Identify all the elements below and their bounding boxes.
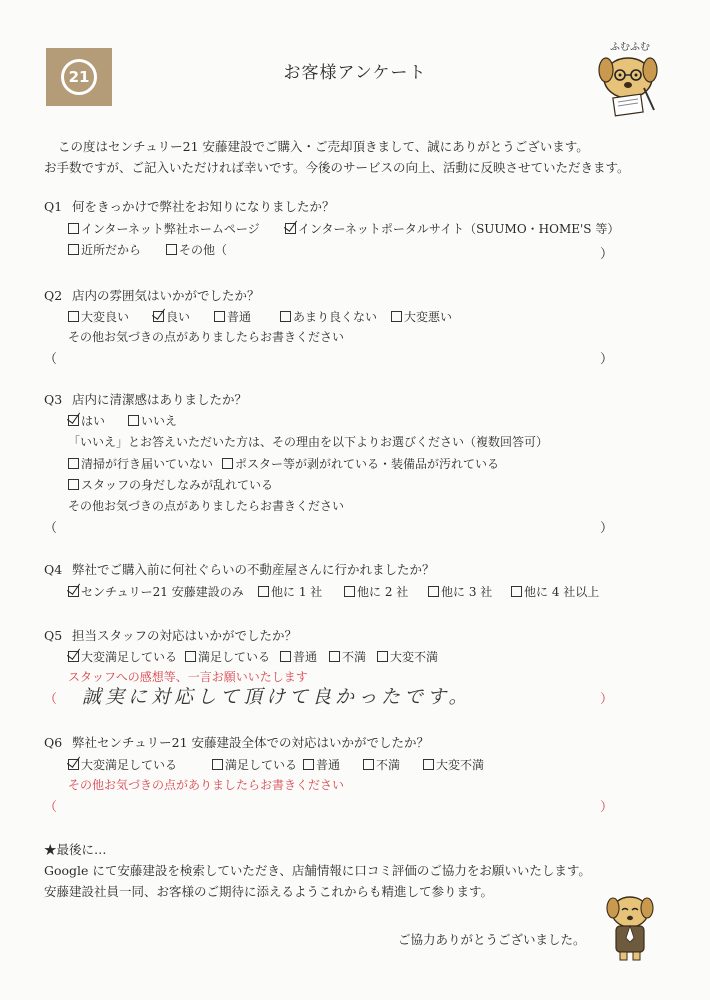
q5-paren-open: （ [44, 692, 58, 707]
checkbox-icon[interactable] [68, 311, 79, 322]
checkbox-icon[interactable] [214, 311, 225, 322]
q2-number: Q2 [44, 288, 63, 303]
checkbox-icon[interactable] [428, 586, 439, 597]
q4-option-4-label: 他に 3 社 [441, 585, 493, 599]
q3-note: その他お気づきの点がありましたらお書きください [68, 499, 345, 513]
q6-option-1[interactable] [68, 756, 177, 773]
intro-line-2: お手数ですが、ご記入いただければ幸いです。今後のサービスの向上、活動に反映させていただきます。 [44, 160, 630, 175]
q5-paren-close: ） [600, 692, 614, 707]
q2-option-5[interactable] [391, 308, 452, 325]
q6-text: 弊社センチュリー21 安藤建設全体での対応はいかがでしたか？ [72, 735, 430, 750]
checkbox-icon[interactable] [329, 651, 340, 662]
q5-option-4-label: 不満 [342, 650, 367, 664]
q3-option-1[interactable] [68, 412, 105, 429]
checkbox-icon[interactable] [68, 479, 79, 490]
checkbox-icon[interactable] [423, 759, 434, 770]
q2-text: 店内の雰囲気はいかがでしたか？ [72, 288, 260, 303]
q1-option-3[interactable] [68, 241, 141, 258]
q2-option-4[interactable] [280, 308, 377, 325]
q6-question [44, 733, 429, 751]
q5-option-2[interactable] [185, 648, 270, 665]
q6-option-5-label: 大変不満 [436, 758, 485, 772]
q1-option-4-label: その他（ [179, 243, 228, 257]
q3-paren-open: （ [44, 521, 58, 536]
q1-text: 何をきっかけで弊社をお知りになりましたか？ [72, 199, 335, 214]
q2-paren-open: （ [44, 352, 58, 367]
checkbox-icon[interactable] [128, 415, 139, 426]
q3-sub-option-3-label: スタッフの身だしなみが乱れている [81, 478, 274, 492]
q1-option-2[interactable] [285, 220, 619, 237]
q1-option-1[interactable] [68, 220, 260, 237]
q2-note: その他お気づきの点がありましたらお書きください [68, 330, 345, 344]
checkbox-icon[interactable] [391, 311, 402, 322]
footer-line-2: 安藤建設社員一同、お客様のご期待に添えるようこれからも精進して参ります。 [44, 884, 494, 899]
q1-option-1-label: インターネット弊社ホームページ [81, 222, 260, 236]
q5-option-5[interactable] [377, 648, 438, 665]
checkbox-icon[interactable] [68, 244, 79, 255]
q5-option-1-label: 大変満足している [81, 650, 178, 664]
q3-sub-option-2[interactable] [222, 455, 499, 472]
checkbox-checked-icon[interactable] [153, 311, 164, 322]
q4-option-2-label: 他に 1 社 [271, 585, 323, 599]
q3-option-2-label: いいえ [141, 414, 178, 428]
q5-number: Q5 [44, 628, 63, 643]
q1-option-3-label: 近所だから [81, 243, 142, 257]
q2-option-3[interactable] [214, 308, 251, 325]
q6-paren-open: （ [44, 800, 58, 815]
q4-option-5[interactable] [511, 583, 599, 600]
checkbox-icon[interactable] [280, 311, 291, 322]
q6-paren-close: ） [600, 800, 614, 815]
checkbox-checked-icon[interactable] [68, 586, 79, 597]
checkbox-icon[interactable] [212, 759, 223, 770]
checkbox-icon[interactable] [185, 651, 196, 662]
page-title: お客様アンケート [283, 63, 427, 83]
q3-text: 店内に清潔感はありましたか？ [72, 392, 248, 407]
q1-option-2-label: インターネットポータルサイト（SUUMO・HOME'S 等） [298, 222, 620, 236]
checkbox-icon[interactable] [68, 458, 79, 469]
q6-option-2[interactable] [212, 756, 297, 773]
q6-option-3-label: 普通 [316, 758, 341, 772]
q3-paren-close: ） [600, 521, 614, 536]
checkbox-icon[interactable] [363, 759, 374, 770]
q6-option-4-label: 不満 [376, 758, 401, 772]
q4-option-3[interactable] [344, 583, 408, 600]
q2-option-1[interactable] [68, 308, 129, 325]
checkbox-checked-icon[interactable] [285, 223, 296, 234]
logo-text: 21 [68, 68, 90, 86]
q2-option-2-label: 良い [166, 310, 191, 324]
q5-option-2-label: 満足している [198, 650, 271, 664]
intro-line-1: この度はセンチュリー21 安藤建設でご購入・ご売却頂きまして、誠にありがとうございます。 [58, 139, 589, 154]
q6-option-2-label: 満足している [225, 758, 298, 772]
q1-number: Q1 [44, 199, 63, 214]
q4-number: Q4 [44, 562, 63, 577]
q2-option-1-label: 大変良い [81, 310, 130, 324]
q3-sub-option-2-label: ポスター等が剥がれている・装備品が汚れている [235, 457, 500, 471]
q4-option-1-label: センチュリー21 安藤建設のみ [81, 585, 244, 599]
intro-text [44, 136, 630, 178]
q4-option-4[interactable] [428, 583, 492, 600]
q3-number: Q3 [44, 392, 63, 407]
q5-option-3[interactable] [280, 648, 317, 665]
q3-subquestion: 「いいえ」とお答えいただいた方は、その理由を以下よりお選びください（複数回答可） [68, 435, 549, 449]
checkbox-icon[interactable] [280, 651, 291, 662]
q5-option-3-label: 普通 [293, 650, 318, 664]
q3-sub-option-1[interactable] [68, 455, 213, 472]
q5-handwritten-answer[interactable]: 誠実に対応して頂けて良かったです。 [82, 686, 472, 708]
q1-option-4[interactable] [166, 241, 227, 258]
thanks-text: ご協力ありがとうございました。 [398, 932, 586, 947]
q3-option-2[interactable] [128, 412, 177, 429]
checkbox-checked-icon[interactable] [68, 415, 79, 426]
q2-option-3-label: 普通 [227, 310, 252, 324]
checkbox-icon[interactable] [166, 244, 177, 255]
mascot-caption: ふむふむ [610, 42, 650, 53]
q3-sub-option-3[interactable] [68, 476, 273, 493]
q2-paren-close: ） [600, 352, 614, 367]
checkbox-icon[interactable] [511, 586, 522, 597]
q4-option-3-label: 他に 2 社 [357, 585, 409, 599]
q5-question [44, 626, 297, 644]
q2-option-5-label: 大変悪い [404, 310, 453, 324]
checkbox-icon[interactable] [68, 223, 79, 234]
q5-text: 担当スタッフの対応はいかがでしたか？ [72, 628, 298, 643]
q3-question [44, 390, 247, 408]
q6-note: その他お気づきの点がありましたらお書きください [68, 778, 345, 792]
q5-note: スタッフへの感想等、一言お願いいたします [68, 670, 308, 684]
q6-number: Q6 [44, 735, 63, 750]
q6-option-1-label: 大変満足している [81, 758, 178, 772]
checkbox-checked-icon[interactable] [68, 651, 79, 662]
checkbox-icon[interactable] [344, 586, 355, 597]
q2-option-4-label: あまり良くない [293, 310, 378, 324]
q4-text: 弊社でご購入前に何社ぐらいの不動産屋さんに行かれましたか？ [72, 562, 435, 577]
q6-option-3[interactable] [303, 756, 340, 773]
q5-option-4[interactable] [329, 648, 366, 665]
q2-option-2[interactable] [153, 308, 190, 325]
q5-option-5-label: 大変不満 [390, 650, 439, 664]
mascot-bowing-icon [598, 890, 662, 966]
checkbox-icon[interactable] [222, 458, 233, 469]
q4-option-1[interactable] [68, 583, 244, 600]
q4-option-5-label: 他に 4 社以上 [524, 585, 600, 599]
q6-option-4[interactable] [363, 756, 400, 773]
checkbox-icon[interactable] [377, 651, 388, 662]
footer-line-1: Google にて安藤建設を検索していただき、店舗情報に口コミ評価のご協力をお願いいたします。 [44, 863, 591, 878]
q1-paren-close: ） [600, 247, 614, 262]
q6-option-5[interactable] [423, 756, 484, 773]
checkbox-icon[interactable] [258, 586, 269, 597]
q3-sub-option-1-label: 清掃が行き届いていない [81, 457, 214, 471]
footer-heading: ★最後に… [44, 842, 107, 857]
q1-question [44, 197, 335, 215]
q4-question [44, 560, 435, 578]
q4-option-2[interactable] [258, 583, 322, 600]
checkbox-checked-icon[interactable] [68, 759, 79, 770]
q3-option-1-label: はい [81, 414, 106, 428]
q5-option-1[interactable] [68, 648, 177, 665]
q2-question [44, 286, 260, 304]
checkbox-icon[interactable] [303, 759, 314, 770]
